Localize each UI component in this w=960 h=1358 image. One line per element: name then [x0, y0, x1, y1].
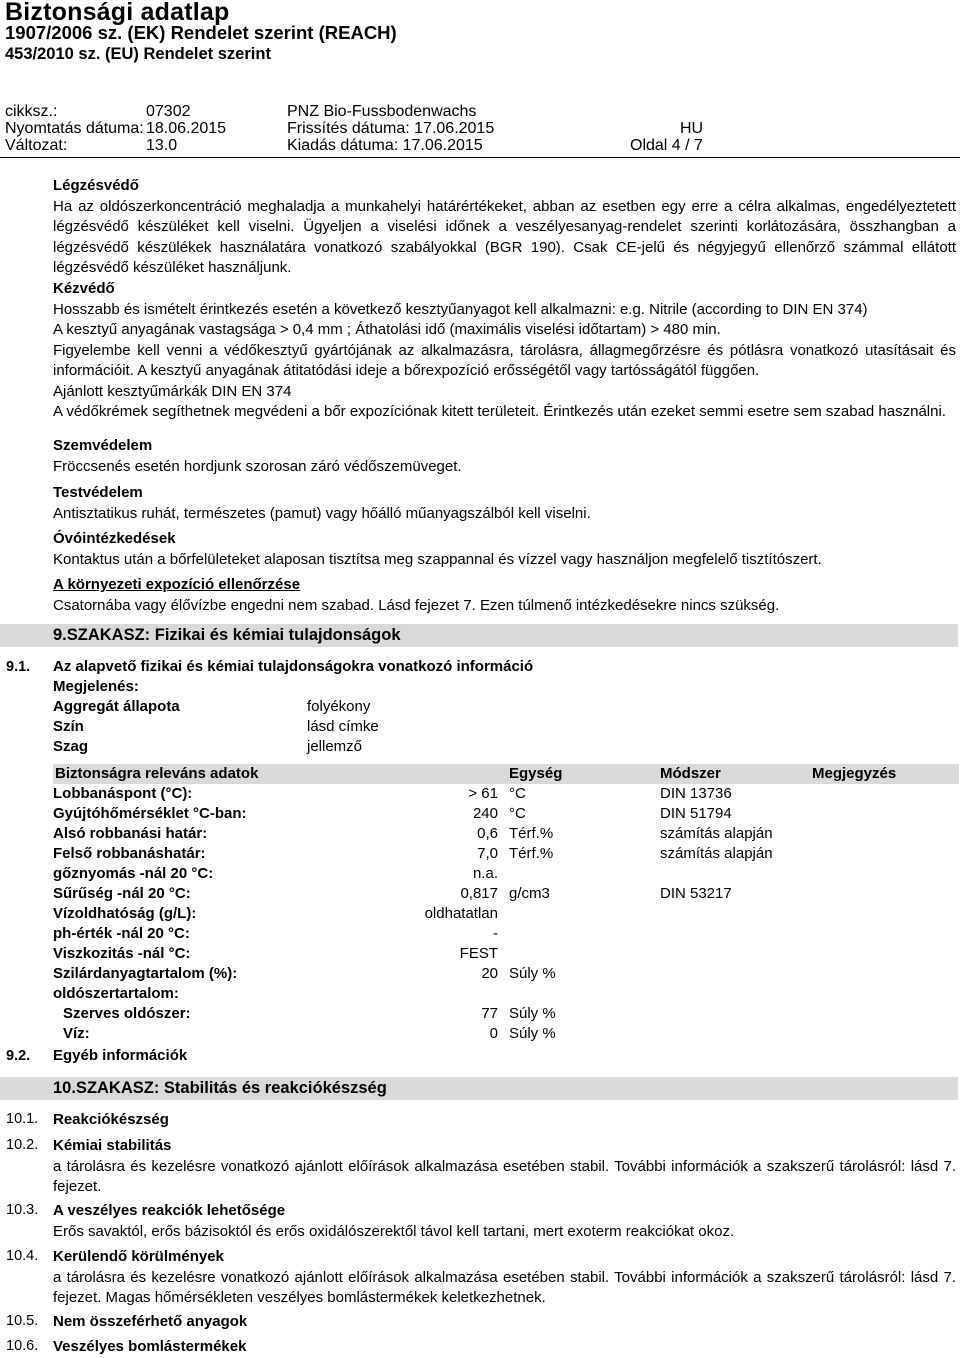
table-cell-label: ph-érték -nál 20 °C: — [53, 925, 190, 942]
subsection-block — [53, 1201, 956, 1242]
subsection-title: Kémiai stabilitás — [53, 1137, 172, 1154]
table-cell-value: 0 — [489, 1025, 498, 1042]
hand-section — [53, 279, 956, 423]
subsection-number-9-2: 9.2. — [6, 1048, 31, 1064]
appearance-label: Megjelenés: — [53, 678, 139, 695]
environment-section — [53, 575, 956, 616]
property-label: Aggregát állapota — [53, 698, 180, 715]
precautions-section — [53, 529, 956, 570]
subsection-title: Veszélyes bomlástermékek — [53, 1338, 247, 1355]
table-cell-value: - — [493, 925, 498, 942]
table-cell-unit: Súly % — [509, 1005, 556, 1022]
property-label: Szag — [53, 738, 89, 755]
table-cell-label: Sűrűség -nál 20 °C: — [53, 885, 191, 902]
table-cell-label: Alsó robbanási határ: — [53, 825, 208, 842]
subsection-number: 10.1. — [6, 1111, 39, 1127]
print-date-label: Nyomtatás dátuma: — [5, 120, 144, 137]
update-date: Frissítés dátuma: 17.06.2015 — [287, 120, 495, 137]
subsection-number: 10.6. — [6, 1338, 39, 1354]
subsection-block — [53, 1337, 956, 1358]
subsection-number: 10.5. — [6, 1313, 39, 1329]
hand-text-2: A kesztyű anyagának vastagsága > 0,4 mm ; Áthatolási idő (maximális viselési időtartam) > 480 min. — [53, 321, 721, 338]
table-cell-method: DIN 51794 — [660, 805, 732, 822]
table-cell-unit: Térf.% — [509, 845, 554, 862]
subsection-title: Kerülendő körülmények — [53, 1248, 224, 1265]
eye-text: Fröccsenés esetén hordjunk szorosan záró védőszemüveget. — [53, 457, 462, 475]
table-cell-label: gőznyomás -nál 20 °C: — [53, 865, 214, 882]
subsection-number: 10.4. — [6, 1248, 39, 1264]
hand-text-4: Ajánlott kesztyűmárkák DIN EN 374 — [53, 382, 292, 400]
issue-date: Kiadás dátuma: 17.06.2015 — [287, 137, 483, 154]
table-cell-label: Szilárdanyagtartalom (%): — [53, 965, 238, 982]
property-value: jellemző — [307, 738, 363, 755]
subsection-block — [53, 1312, 956, 1333]
table-cell-label: Lobbanáspont (°C): — [53, 785, 193, 802]
subsection-text: a tárolásra és kezelésre vonatkozó ajánlott előírások alkalmazása esetében stabil. További információk a szakszerű tárolásról: lásd 7. fejezet. Magas hőmérsékleten veszélyes bomlástermékek keletkezhetnek. — [53, 1268, 956, 1306]
table-cell-unit: Térf.% — [509, 825, 554, 842]
respiratory-section — [53, 176, 956, 279]
print-date-value: 18.06.2015 — [146, 120, 227, 137]
body-title: Testvédelem — [53, 484, 143, 501]
subsection-text: a tárolásra és kezelésre vonatkozó ajánlott előírások alkalmazása esetében stabil. További információk a szakszerű tárolásról: lásd 7. fejezet. — [53, 1157, 956, 1195]
table-cell-value: 0,6 — [477, 825, 498, 842]
table-cell-method: számítás alapján — [660, 825, 773, 842]
table-cell-value: oldhatatlan — [424, 905, 498, 922]
precautions-text: Kontaktus után a bőrfelületeket alaposan tisztítsa meg szappannal és vízzel vagy használjon megfelelő tisztítószert. — [53, 550, 822, 568]
environment-text: Csatornába vagy élővízbe engedni nem szabad. Lásd fejezet 7. Ezen túlmenő intézkedésekre nincs szükség. — [53, 596, 780, 614]
cikksz-label: cikksz.: — [5, 103, 58, 120]
subsection-number: 10.2. — [6, 1137, 39, 1153]
table-cell-label: oldószertartalom: — [53, 985, 179, 1002]
table-cell-label: Víz: — [63, 1025, 90, 1042]
regulation-eu: 453/2010 sz. (EU) Rendelet szerint — [5, 45, 271, 63]
body-text: Antisztatikus ruhát, természetes (pamut) vagy hőálló műanyagszálból kell viselni. — [53, 504, 591, 522]
table-cell-unit: °C — [509, 785, 526, 802]
body-section — [53, 483, 956, 524]
product-name: PNZ Bio-Fussbodenwachs — [287, 103, 477, 120]
eye-title: Szemvédelem — [53, 437, 153, 454]
version-label: Változat: — [5, 137, 68, 154]
subsection-number-9-1: 9.1. — [6, 659, 31, 675]
hand-text-3: Figyelembe kell venni a védőkesztyű gyártójának az alkalmazásra, tárolásra, állagmegőrzésre és pótlásra vonatkozó utasításait és információit. A kesztyű anyagának átitatódási ideje a bőrexpozíció erősségétől vagy tartósságától függően. — [53, 341, 956, 379]
subsection-text: Erős savaktól, erős bázisoktól és erős oxidálószerektől távol kell tartani, mert exoterm reakciókat okoz. — [53, 1222, 735, 1240]
property-value: lásd címke — [307, 718, 379, 735]
header-divider — [0, 157, 960, 158]
page-number: Oldal 4 / 7 — [630, 137, 703, 154]
column-header-data: Biztonságra releváns adatok — [55, 765, 259, 782]
property-label: Szín — [53, 718, 84, 735]
table-cell-unit: °C — [509, 805, 526, 822]
table-cell-label: Vízoldhatóság (g/L): — [53, 905, 197, 922]
regulation-reach: 1907/2006 sz. (EK) Rendelet szerint (REACH) — [5, 22, 397, 43]
eye-section — [53, 436, 956, 477]
subsection-number: 10.3. — [6, 1202, 39, 1218]
table-cell-method: DIN 53217 — [660, 885, 732, 902]
table-cell-value: 7,0 — [477, 845, 498, 862]
table-cell-value: > 61 — [468, 785, 498, 802]
table-cell-method: DIN 13736 — [660, 785, 732, 802]
section-9-bar — [0, 624, 958, 647]
table-cell-value: 240 — [472, 805, 498, 822]
hand-text-5: A védőkrémek segíthetnek megvédeni a bőr expozíciónak kitett területeit. Érintkezés után ezeket semmi esetre sem szabad használni. — [53, 403, 946, 420]
version-value: 13.0 — [146, 137, 178, 154]
table-cell-value: n.a. — [472, 865, 498, 882]
hand-text-1: Hosszabb és ismételt érintkezés esetén a következő kesztyűanyagot kell alkalmazni: e.g. Nitrile (according to DIN EN 374) — [53, 300, 868, 318]
table-cell-value: 77 — [481, 1005, 498, 1022]
property-value: folyékony — [307, 698, 371, 715]
respiratory-text: Ha az oldószerkoncentráció meghaladja a munkahelyi határértékeket, abban az esetben egy erre a célra alkalmas, engedélyeztetett légzésvédő készüléket kell viselni. Ügyeljen a viselési időnek a veszélyesanyag-rendelet szerinti korlátozására, összhangban a légzésvédő készülékek használatára vonatkozó szabályokkal (BGR 190). Csak CE-jelű és négyjegyű ellenőrző számmal ellátott légzésvédő készüléket használjunk. — [53, 197, 956, 276]
subsection-block — [53, 1247, 956, 1309]
table-cell-unit: g/cm3 — [509, 885, 550, 902]
column-header-unit: Egység — [509, 765, 563, 782]
subsection-title-9-2: Egyéb információk — [53, 1047, 188, 1064]
table-cell-label: Szerves oldószer: — [63, 1005, 191, 1022]
environment-title: A környezeti expozíció ellenőrzése — [53, 576, 301, 593]
subsection-block — [53, 1110, 956, 1131]
language-code: HU — [680, 120, 704, 137]
hand-title: Kézvédő — [53, 280, 115, 297]
table-cell-label: Viszkozitás -nál °C: — [53, 945, 191, 962]
safety-table-header — [53, 764, 959, 784]
respiratory-title: Légzésvédő — [53, 177, 139, 194]
section-9-title: 9.SZAKASZ: Fizikai és kémiai tulajdonságok — [53, 626, 401, 644]
table-cell-unit: Súly % — [509, 1025, 556, 1042]
section-10-title: 10.SZAKASZ: Stabilitás és reakciókészség — [53, 1079, 387, 1097]
document-title: Biztonsági adatlap — [5, 0, 230, 26]
table-cell-label: Gyújtóhőmérséklet °C-ban: — [53, 805, 247, 822]
table-cell-value: FEST — [459, 945, 498, 962]
section-10-bar — [0, 1077, 958, 1100]
table-cell-unit: Súly % — [509, 965, 556, 982]
column-header-method: Módszer — [660, 765, 721, 782]
subsection-title: A veszélyes reakciók lehetősége — [53, 1202, 286, 1219]
subsection-block — [53, 1136, 956, 1198]
table-cell-label: Felső robbanáshatár: — [53, 845, 206, 862]
table-cell-value: 20 — [481, 965, 498, 982]
column-header-remark: Megjegyzés — [812, 765, 897, 782]
subsection-title: Reakciókészség — [53, 1111, 169, 1128]
table-cell-value: 0,817 — [460, 885, 498, 902]
subsection-title: Nem összeférhető anyagok — [53, 1313, 248, 1330]
subsection-title-9-1: Az alapvető fizikai és kémiai tulajdonságokra vonatkozó információ — [53, 658, 534, 675]
table-cell-method: számítás alapján — [660, 845, 773, 862]
cikksz-value: 07302 — [146, 103, 191, 120]
precautions-title: Óvóintézkedések — [53, 530, 176, 547]
